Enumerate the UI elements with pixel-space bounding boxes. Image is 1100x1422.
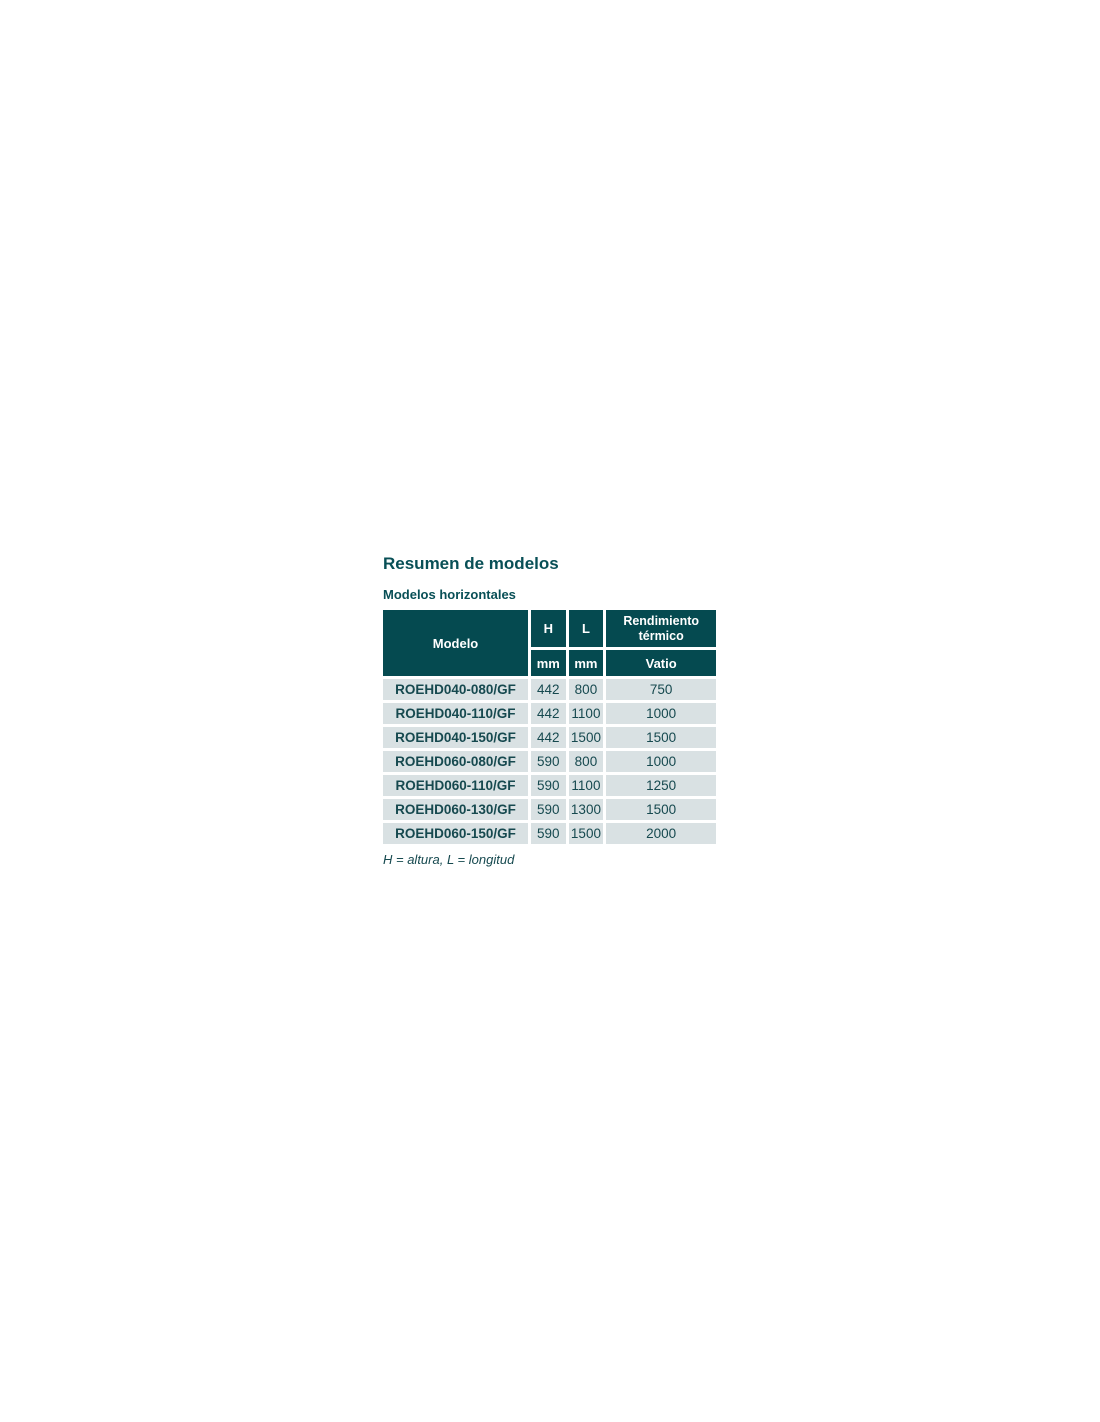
- h-value: 442: [531, 679, 566, 700]
- col-unit-h: mm: [531, 650, 566, 676]
- table-row: [383, 799, 716, 820]
- table-caption: Modelos horizontales: [383, 587, 516, 602]
- l-value: 800: [569, 679, 604, 700]
- vatio-value: 1000: [606, 751, 716, 772]
- l-value: 1100: [569, 703, 604, 724]
- table-footnote: H = altura, L = longitud: [383, 852, 515, 867]
- h-value: 590: [531, 775, 566, 796]
- models-summary-section: [383, 554, 719, 867]
- table-row: [383, 775, 716, 796]
- table-row: [383, 823, 716, 844]
- model-name: ROEHD040-150/GF: [383, 727, 528, 748]
- col-header-rendimiento: Rendimiento térmico: [606, 610, 716, 647]
- h-value: 442: [531, 703, 566, 724]
- col-unit-l: mm: [569, 650, 604, 676]
- h-value: 590: [531, 799, 566, 820]
- model-name: ROEHD060-150/GF: [383, 823, 528, 844]
- l-value: 1500: [569, 823, 604, 844]
- table-row: [383, 751, 716, 772]
- horizontal-models-table: [380, 607, 719, 847]
- model-name: ROEHD060-130/GF: [383, 799, 528, 820]
- vatio-value: 1500: [606, 799, 716, 820]
- col-unit-rendimiento: Vatio: [606, 650, 716, 676]
- model-name: ROEHD040-110/GF: [383, 703, 528, 724]
- col-header-l: L: [569, 610, 604, 647]
- section-title: Resumen de modelos: [383, 554, 559, 573]
- table-row: [383, 727, 716, 748]
- model-name: ROEHD060-080/GF: [383, 751, 528, 772]
- h-value: 590: [531, 823, 566, 844]
- h-value: 590: [531, 751, 566, 772]
- table-row: [383, 679, 716, 700]
- col-header-h: H: [531, 610, 566, 647]
- vatio-value: 750: [606, 679, 716, 700]
- table-row: [383, 703, 716, 724]
- vatio-value: 1250: [606, 775, 716, 796]
- l-value: 1300: [569, 799, 604, 820]
- l-value: 1100: [569, 775, 604, 796]
- h-value: 442: [531, 727, 566, 748]
- l-value: 800: [569, 751, 604, 772]
- model-name: ROEHD040-080/GF: [383, 679, 528, 700]
- vatio-value: 2000: [606, 823, 716, 844]
- vatio-value: 1000: [606, 703, 716, 724]
- model-name: ROEHD060-110/GF: [383, 775, 528, 796]
- l-value: 1500: [569, 727, 604, 748]
- col-header-modelo: Modelo: [383, 610, 528, 676]
- vatio-value: 1500: [606, 727, 716, 748]
